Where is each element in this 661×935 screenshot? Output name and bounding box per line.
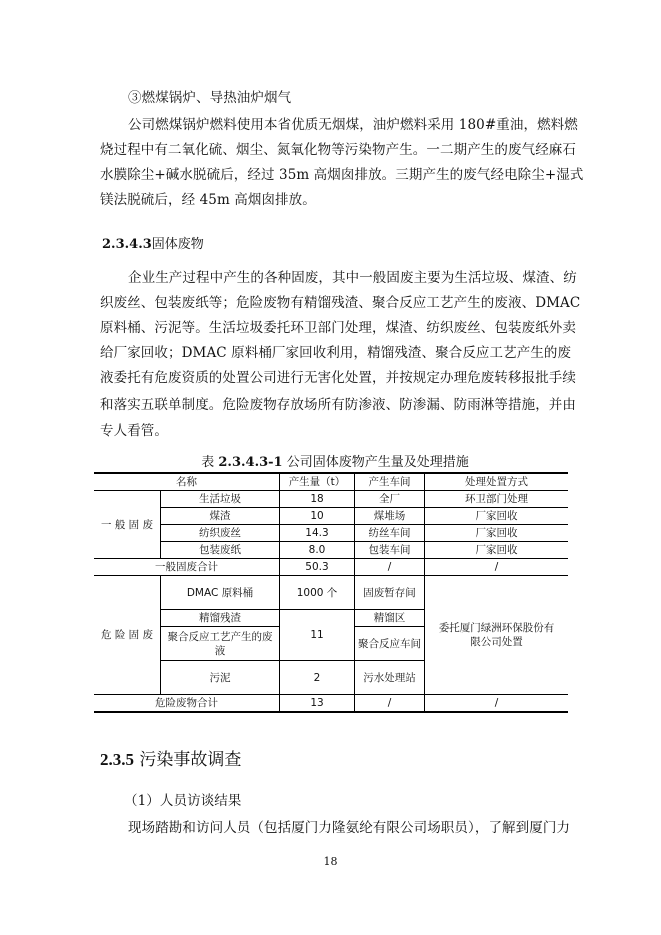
cell-qty: 14.3 <box>280 525 355 542</box>
cell-method: 环卫部门处理 <box>425 491 569 508</box>
cell-method: / <box>425 695 569 713</box>
section-title: 污染事故调查 <box>134 750 242 770</box>
cell-name: DMAC 原料桶 <box>161 576 280 610</box>
section-title: 固体废物 <box>151 237 204 252</box>
table-row-subtotal <box>94 559 568 576</box>
caption-number: 2.3.4.3-1 <box>218 455 283 470</box>
subtotal-label: 一般固废合计 <box>94 559 280 576</box>
header-name: 名称 <box>94 473 280 491</box>
section-heading <box>102 233 204 252</box>
cell-qty: 8.0 <box>280 542 355 559</box>
cell-qty: 50.3 <box>280 559 355 576</box>
sub-heading: （1）人员访谈结果 <box>124 793 242 809</box>
paragraph-line: 镁法脱硫后，经 45m 高烟囱排放。 <box>100 192 316 208</box>
cell-qty: 10 <box>280 508 355 525</box>
caption-prefix: 表 <box>201 455 219 470</box>
cell-name: 精馏残渣 <box>161 610 280 627</box>
table-row <box>94 508 568 525</box>
cell-location: 污水处理站 <box>355 661 425 695</box>
cell-name: 生活垃圾 <box>161 491 280 508</box>
paragraph-line: 织废丝、包装废纸等；危险废物有精馏残渣、聚合反应工艺产生的废液、DMAC <box>100 295 581 311</box>
cell-method: 委托厦门绿洲环保股份有限公司处置 <box>425 576 569 695</box>
cell-location: 纺丝车间 <box>355 525 425 542</box>
cell-location: 全厂 <box>355 491 425 508</box>
table-row-subtotal <box>94 695 568 713</box>
header-qty: 产生量（t） <box>280 473 355 491</box>
cell-method: 厂家回收 <box>425 525 569 542</box>
cell-location: 包装车间 <box>355 542 425 559</box>
cell-qty: 1000 个 <box>280 576 355 610</box>
cell-qty: 2 <box>280 661 355 695</box>
subtotal-label: 危险废物合计 <box>94 695 280 713</box>
table-row <box>94 525 568 542</box>
table-row <box>94 491 568 508</box>
cell-location: 固废暂存间 <box>355 576 425 610</box>
page-number: 18 <box>323 855 338 868</box>
cell-method: / <box>425 559 569 576</box>
paragraph-line: 现场踏勘和访问人员（包括厦门力隆氨纶有限公司场职员），了解到厦门力 <box>128 820 571 836</box>
paragraph-line: 企业生产过程中产生的各种固废，其中一般固废主要为生活垃圾、煤渣、纺 <box>128 270 577 286</box>
cell-name: 污泥 <box>161 661 280 695</box>
section-number: 2.3.4.3 <box>102 237 152 252</box>
paragraph-line: 原料桶、污泥等。生活垃圾委托环卫部门处理，煤渣、纺织废丝、包装废纸外卖 <box>100 320 576 336</box>
cell-location: / <box>355 695 425 713</box>
paragraph-line: 和落实五联单制度。危险废物存放场所有防渗液、防渗漏、防雨淋等措施，并由 <box>100 397 576 413</box>
cell-name: 煤渣 <box>161 508 280 525</box>
paragraph-line: 专人看管。 <box>100 423 168 439</box>
cell-location: / <box>355 559 425 576</box>
header-method: 处理处置方式 <box>425 473 569 491</box>
cell-name: 纺织废丝 <box>161 525 280 542</box>
cell-location: 聚合反应车间 <box>355 627 425 661</box>
cell-location: 精馏区 <box>355 610 425 627</box>
paragraph-line: 给厂家回收；DMAC 原料桶厂家回收利用，精馏残渣、聚合反应工艺产生的废 <box>100 345 572 361</box>
cell-method: 厂家回收 <box>425 542 569 559</box>
table-header-row <box>94 473 568 491</box>
section-heading-2 <box>100 745 241 770</box>
subsection-heading: ③燃煤锅炉、导热油炉烟气 <box>128 90 292 106</box>
cell-qty: 11 <box>280 610 355 661</box>
category-hazard: 危 险 固 废 <box>94 576 161 695</box>
paragraph-line: 公司燃煤锅炉燃料使用本省优质无烟煤，油炉燃料采用 180#重油，燃料燃 <box>128 117 578 133</box>
section-number: 2.3.5 <box>100 750 134 769</box>
category-general: 一 般 固 废 <box>94 491 161 559</box>
table-caption <box>100 451 570 470</box>
cell-name: 包装废纸 <box>161 542 280 559</box>
paragraph-line: 液委托有危废资质的处置公司进行无害化处置，并按规定办理危废转移报批手续 <box>100 370 576 386</box>
caption-title: 公司固体废物产生量及处理措施 <box>282 455 469 470</box>
cell-qty: 18 <box>280 491 355 508</box>
cell-name: 聚合反应工艺产生的废液 <box>161 627 280 661</box>
cell-method: 厂家回收 <box>425 508 569 525</box>
table-row <box>94 542 568 559</box>
cell-location: 煤堆场 <box>355 508 425 525</box>
paragraph-line: 烧过程中有二氧化硫、烟尘、氮氧化物等污染物产生。一二期产生的废气经麻石 <box>100 142 576 158</box>
header-location: 产生车间 <box>355 473 425 491</box>
table-row <box>94 576 568 610</box>
paragraph-line: 水膜除尘+碱水脱硫后，经过 35m 高烟囱排放。三期产生的废气经电除尘+湿式 <box>100 167 584 183</box>
cell-qty: 13 <box>280 695 355 713</box>
solid-waste-table <box>94 472 568 713</box>
